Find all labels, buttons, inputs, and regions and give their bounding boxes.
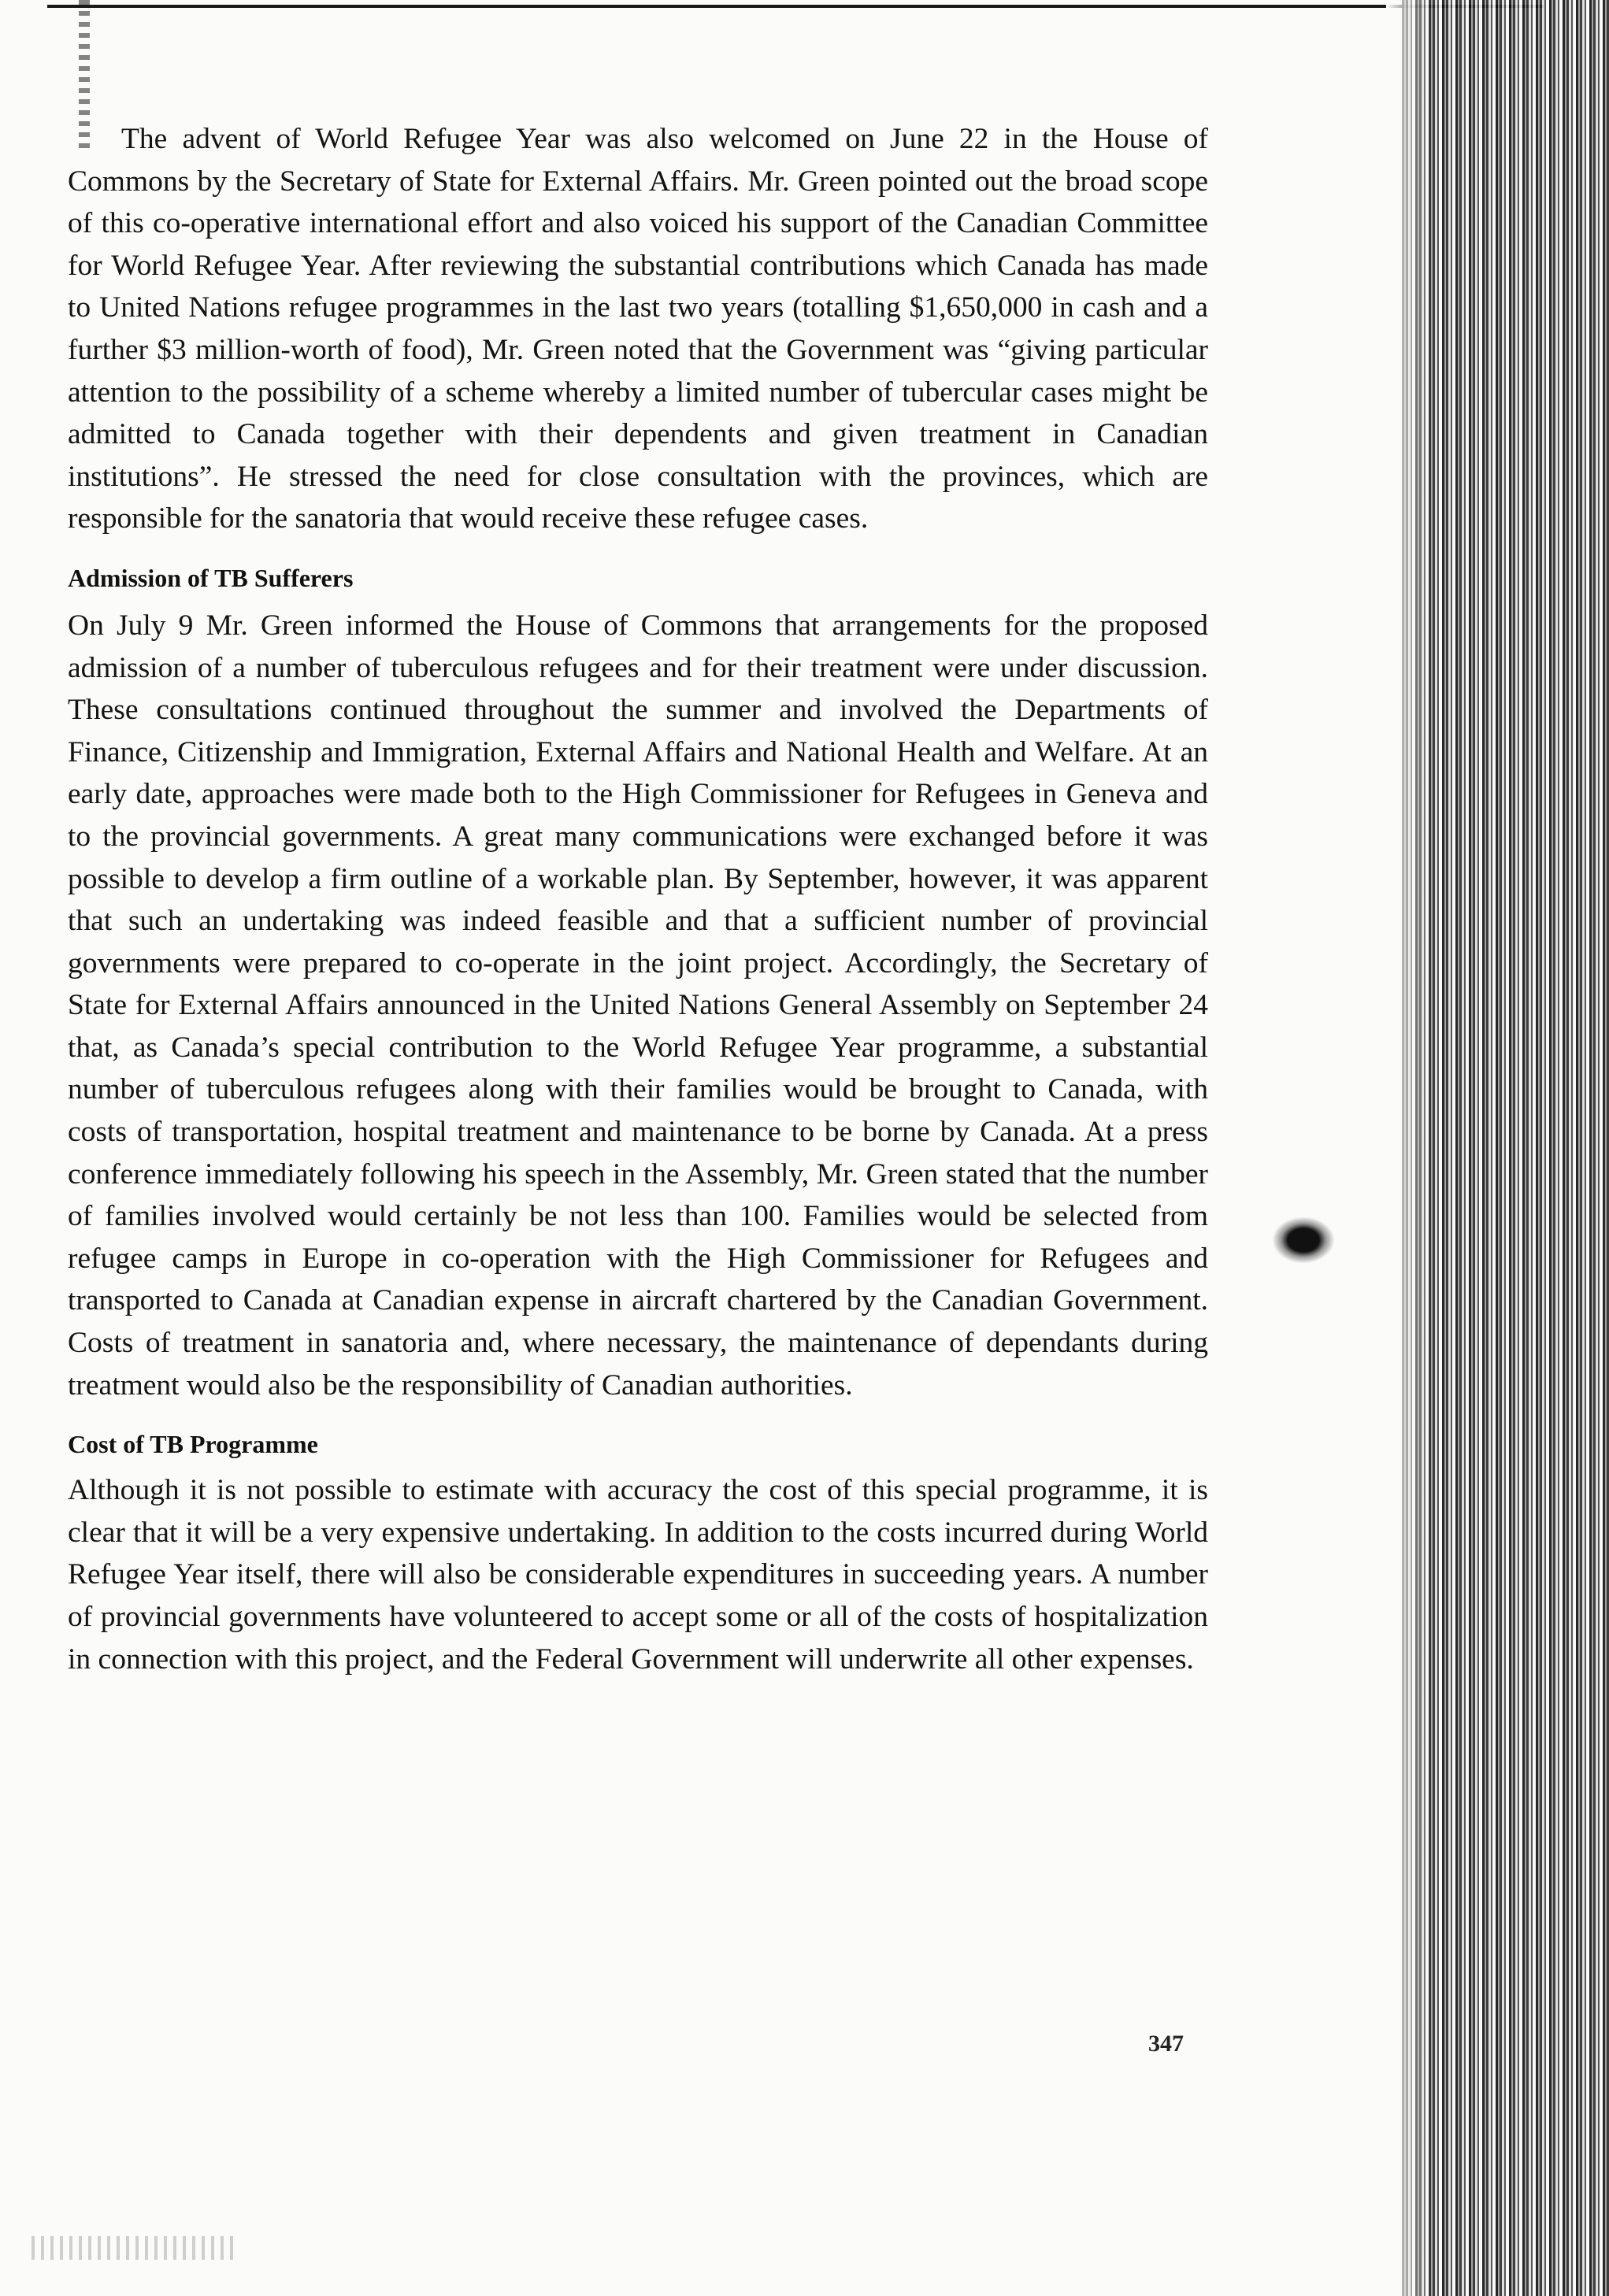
top-edge-rule: [47, 5, 1544, 8]
ink-smudge: [1272, 1217, 1335, 1264]
binding-shadow: [1386, 0, 1433, 2296]
paragraph-admission: On July 9 Mr. Green informed the House of Commons that arrangements for the proposed admission of a number of tuberculous refugees and for their treatment were under discussion. These consultations continued throughout the summer and involved the Departments of Finance, Citizenship and Immigration, External Affairs and National Health and Welfare. At an early date, approaches were made both to the High Commissioner for Refugees in Geneva and to the provincial governments. A great many communications were exchanged before it was possible to develop a firm outline of a workable plan. By September, however, it was apparent that such an undertaking was indeed feasible and that a sufficient number of provincial governments were prepared to co-operate in the joint project. Accordingly, the Secretary of State for External Affairs announced in the United Nations General Assembly on September 24 that, as Canada’s special contribution to the World Refugee Year programme, a substantial number of tuberculous refugees along with their families would be brought to Canada, with costs of transportation, hospital treatment and maintenance to be borne by Canada. At a press conference immediately following his speech in the Assembly, Mr. Green stated that the number of families involved would certainly be not less than 100. Families would be selected from refugee camps in Europe in co-operation with the High Commissioner for Refugees and transported to Canada at Canadian expense in aircraft chartered by the Canadian Government. Costs of treatment in sanatoria and, where necessary, the maintenance of dependants during treatment would also be the responsibility of Canadian authorities.: [68, 609, 1208, 1402]
page-number: 347: [1148, 2031, 1184, 2057]
paragraph-world-refugee-year: The advent of World Refugee Year was also welcomed on June 22 in the House of Commons by the Secretary of State for External Affairs. Mr. Green pointed out the broad scope of this co-operative international effort and also voiced his support of the Canadian Committee for World Refugee Year. After reviewing the substantial contributions which Canada has made to United Nations refugee programmes in the last two years (totalling $1,650,000 in cash and a further $3 million-worth of food), Mr. Green noted that the Government was “giving particular attention to the possibility of a scheme whereby a limited number of tubercular cases might be admitted to Canada together with their dependents and given treatment in Canadian institutions”. He stressed the need for close consultation with the provinces, which are responsible for the sanatoria that would receive these refugee cases.: [68, 123, 1208, 535]
section-heading-cost: Cost of TB Programme: [68, 1430, 318, 1459]
body-text: [68, 118, 1208, 1680]
section-heading-admission: Admission of TB Sufferers: [68, 563, 354, 592]
paragraph-cost: Although it is not possible to estimate with accuracy the cost of this special programme, it is clear that it will be a very expensive undertaking. In addition to the costs incurred during World Refugee Year itself, there will also be considerable expenditures in succeeding years. A number of provincial governments have volunteered to accept some or all of the costs of hospitalization in connection with this project, and the Federal Government will underwrite all other expenses.: [68, 1474, 1208, 1676]
bottom-scan-artifact: [32, 2236, 236, 2260]
